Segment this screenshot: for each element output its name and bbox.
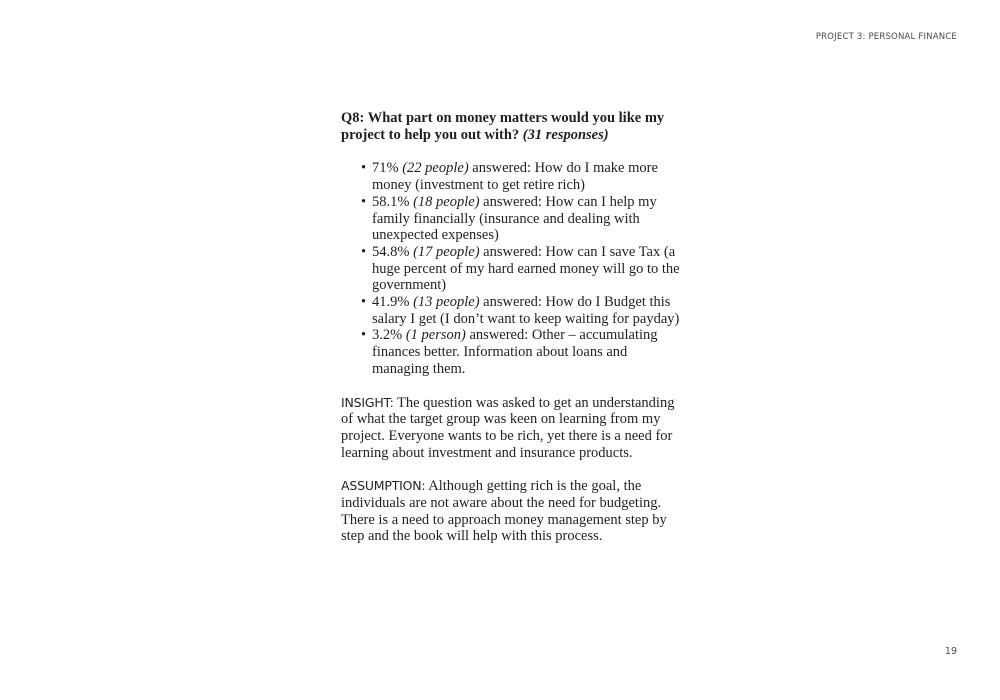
insight-label: INSIGHT: [341,394,394,410]
answer-percent: 3.2% [372,327,403,344]
answer-text: answered: How do I Budget this salary I get (I don’t want to keep waiting for payday) [372,294,680,327]
assumption-label: ASSUMPTION: [341,478,426,494]
answer-people: (1 person) [405,327,466,344]
answer-people: (17 people) [413,243,480,260]
answer-percent: 58.1% [372,193,410,210]
answer-text: answered: How can I save Tax (a huge percent of my hard earned money will go to the government) [372,243,680,294]
assumption-text: Although getting rich is the goal, the individuals are not aware about the need for budgeting. There is a need to approach money management step by step and the book will help with this process. [341,478,667,545]
survey-question [341,110,681,143]
answer-percent: 54.8% [372,243,410,260]
bullet-icon: • [361,193,367,210]
assumption-paragraph [341,478,681,545]
list-item [361,243,681,294]
bullet-icon: • [361,327,367,344]
main-content [341,110,681,562]
question-text: Q8: What part on money matters would you like my project to help you out with? [341,110,665,143]
answer-people: (18 people) [413,193,480,210]
running-header: PROJECT 3: PERSONAL FINANCE [815,32,957,42]
bullet-icon: • [361,294,367,311]
answer-percent: 71% [372,160,399,177]
list-item [361,160,681,194]
response-count: (31 responses) [522,126,609,143]
answer-people: (13 people) [413,294,480,311]
answer-text: answered: How can I help my family financially (insurance and dealing with unexpected expenses) [372,193,657,244]
answer-text: answered: How do I make more money (investment to get retire rich) [372,160,658,194]
list-item [361,193,681,244]
insight-paragraph [341,395,681,462]
answer-list [341,160,681,377]
bullet-icon: • [361,243,367,260]
list-item [361,294,681,327]
list-item [361,327,681,377]
answer-percent: 41.9% [372,294,410,311]
bullet-icon: • [361,160,367,177]
answer-text: answered: Other – accumulating finances better. Information about loans and managing them. [372,327,658,377]
answer-people: (22 people) [402,160,469,177]
page-number: 19 [944,646,957,657]
insight-text: The question was asked to get an understanding of what the target group was keen on learning from my project. Everyone wants to be rich, yet there is a need for learning about investment and insurance products. [341,394,675,461]
